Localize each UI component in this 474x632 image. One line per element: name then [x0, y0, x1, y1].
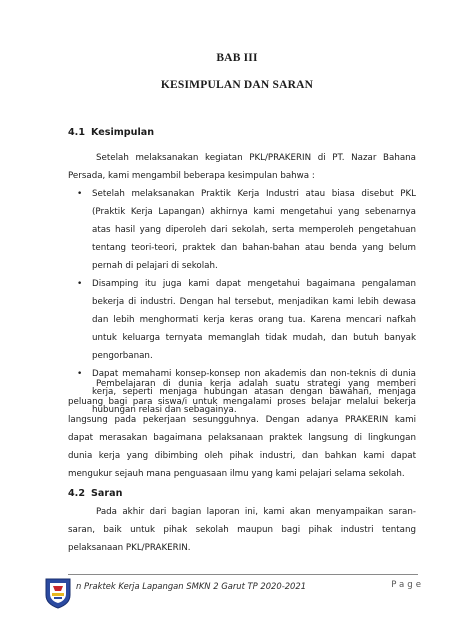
list-item: [77, 275, 416, 365]
list-item-text: Dapat memahami konsep-konsep non akademis dan non-teknis di dunia kerja, seperti menjaga hubungan atasan dengan bawahan, menjaga hubungan relasi dan sebagainya.: [92, 369, 416, 415]
chapter-title: KESIMPULAN DAN SARAN: [160, 79, 314, 91]
intro-paragraph: Setelah melaksanakan kegiatan PKL/PRAKERIN di PT. Nazar Bahana Persada, kami mengambil beberapa kesimpulan bahwa :: [68, 153, 416, 181]
footer-text: n Praktek Kerja Lapangan SMKN 2 Garut TP 2020-2021: [76, 581, 307, 591]
section-heading-saran: [68, 488, 122, 499]
footer-page-label: Page: [391, 580, 424, 590]
bullet-icon: •: [77, 369, 83, 379]
list-item-text: Setelah melaksanakan Praktik Kerja Industri atau biasa disebut PKL (Praktik Kerja Lapangan) akhirnya kami mengetahui yang sebenarnya atas hasil yang diperoleh dari sekolah, serta memperoleh pengetahuan tentang teori-teori, praktek dan bahan-bahan atau benda yang belum pernah di pelajari di sekolah.: [92, 189, 416, 271]
closing-paragraph: Pembelajaran di dunia kerja adalah suatu strategi yang memberi peluang bagi para siswa/i untuk mengalami proses belajar melalui bekerja langsung pada pekerjaan sesungguhnya. Dengan adanya PRAKERIN kami dapat merasakan bagaimana pelaksanaan praktek langsung di lingkungan dunia kerja yang dibimbing oleh pihak industri, dan bahkan kami dapat mengukur sejauh mana penguasaan ilmu yang kami pelajari selama sekolah.: [68, 379, 416, 479]
section-number: 4.1: [68, 127, 85, 138]
saran-paragraph: Pada akhir dari bagian laporan ini, kami akan menyampaikan saran-saran, baik untuk pihak sekolah maupun bagi pihak industri tentang pelaksanaan PKL/PRAKERIN.: [68, 507, 416, 553]
list-item-text: Disamping itu juga kami dapat mengetahui bagaimana pengalaman bekerja di industri. Dengan hal tersebut, menjadikan kami lebih dewasa dan lebih menghormati kerja keras orang tua. Karena mencari nafkah untuk keluarga ternyata memanglah tidak mudah, dan butuh banyak pengorbanan.: [92, 279, 416, 361]
section-title: Saran: [91, 488, 123, 499]
section-heading-kesimpulan: [68, 127, 154, 138]
school-crest-icon: [44, 577, 72, 609]
bullet-icon: •: [77, 189, 83, 199]
footer-divider: [68, 574, 418, 575]
section-number: 4.2: [68, 488, 85, 499]
chapter-number: BAB III: [216, 52, 258, 64]
list-item: [77, 185, 416, 275]
bullet-icon: •: [77, 279, 83, 289]
section-title: Kesimpulan: [91, 127, 155, 138]
